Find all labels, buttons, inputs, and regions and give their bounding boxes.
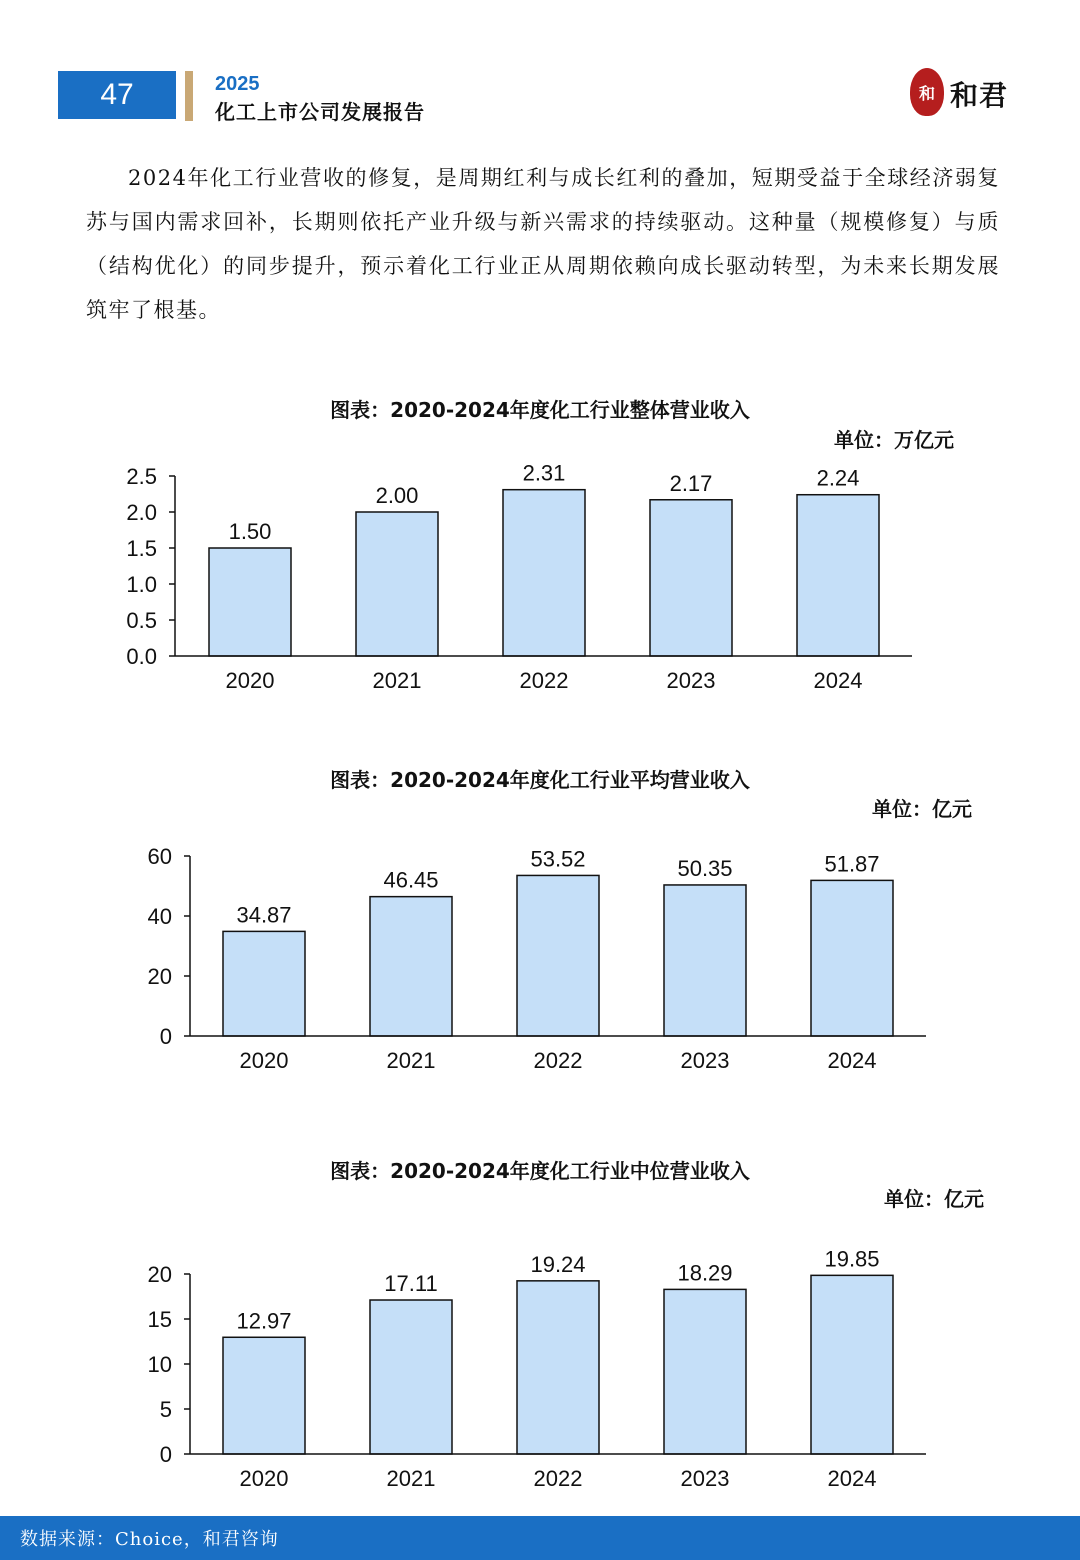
footer-bar (0, 1516, 1080, 1560)
data-label-2022: 2.31 (522, 460, 566, 486)
data-label-2020: 34.87 (236, 902, 292, 928)
x-tick-label-2023: 2023 (666, 668, 716, 693)
report-title: 化工上市公司发展报告 (215, 100, 425, 124)
y-tick-label: 10 (147, 1352, 172, 1377)
data-label-2020: 1.50 (228, 519, 272, 544)
bar-2021 (356, 512, 438, 656)
bar-2021 (370, 897, 452, 1036)
data-label-2021: 17.11 (384, 1271, 438, 1297)
bar-2020 (223, 931, 305, 1036)
bar-2024 (811, 880, 893, 1036)
bar-2024 (811, 1275, 893, 1454)
y-tick-label: 40 (147, 904, 172, 929)
x-tick-label-2024: 2024 (813, 668, 863, 693)
x-tick-label-2020: 2020 (239, 1048, 289, 1073)
page-number: 47 (100, 78, 134, 111)
bar-2021 (370, 1300, 452, 1454)
data-label-2024: 19.85 (824, 1246, 880, 1272)
header-divider (185, 71, 193, 121)
data-label-2021: 46.45 (383, 867, 439, 893)
chart-unit-average-revenue: 单位：亿元 (872, 797, 972, 821)
x-tick-label-2020: 2020 (225, 668, 275, 693)
data-label-2022: 19.24 (530, 1251, 586, 1277)
chart-unit-median-revenue: 单位：亿元 (884, 1187, 984, 1211)
y-tick-label: 0.5 (126, 608, 157, 633)
bar-2022 (517, 1281, 599, 1454)
y-tick-label: 0 (159, 1442, 172, 1467)
bar-2020 (223, 1337, 305, 1454)
chart-total-revenue (0, 450, 1080, 700)
chart-title-median-revenue: 图表：2020-2024年度化工行业中位营业收入 (330, 1159, 750, 1183)
y-tick-label: 2.0 (126, 500, 157, 525)
x-tick-label-2020: 2020 (239, 1466, 289, 1491)
x-tick-label-2021: 2021 (372, 668, 422, 693)
data-label-2024: 51.87 (824, 851, 880, 877)
y-tick-label: 20 (147, 964, 172, 989)
x-tick-label-2022: 2022 (533, 1048, 583, 1073)
data-label-2024: 2.24 (816, 465, 860, 491)
chart-average-revenue (0, 830, 1080, 1080)
x-tick-label-2021: 2021 (386, 1466, 436, 1491)
x-tick-label-2023: 2023 (680, 1466, 730, 1491)
y-tick-label: 60 (147, 844, 172, 869)
x-tick-label-2023: 2023 (680, 1048, 730, 1073)
bar-2023 (664, 1289, 746, 1454)
logo-seal-char: 和 (918, 83, 935, 103)
chart-title-total-revenue: 图表：2020-2024年度化工行业整体营业收入 (330, 398, 750, 422)
chart-title-average-revenue: 图表：2020-2024年度化工行业平均营业收入 (330, 768, 750, 792)
data-label-2023: 2.17 (669, 470, 713, 496)
y-tick-label: 20 (147, 1262, 172, 1287)
bar-2023 (664, 885, 746, 1036)
bar-2024 (797, 495, 879, 656)
y-tick-label: 15 (147, 1307, 172, 1332)
data-label-2021: 2.00 (375, 483, 419, 508)
report-year: 2025 (215, 73, 260, 95)
bar-2023 (650, 500, 732, 656)
data-label-2022: 53.52 (530, 846, 586, 872)
bar-2020 (209, 548, 291, 656)
x-tick-label-2022: 2022 (533, 1466, 583, 1491)
y-tick-label: 0 (159, 1024, 172, 1049)
bar-2022 (503, 490, 585, 656)
y-tick-label: 0.0 (126, 644, 157, 669)
x-tick-label-2022: 2022 (519, 668, 569, 693)
data-label-2020: 12.97 (236, 1308, 292, 1334)
hejun-logo (910, 66, 1040, 122)
chart-unit-total-revenue: 单位：万亿元 (834, 428, 954, 452)
logo-seal-icon (910, 68, 944, 116)
x-tick-label-2024: 2024 (827, 1048, 877, 1073)
y-tick-label: 1.0 (126, 572, 157, 597)
logo-text: 和君 (950, 79, 1009, 112)
data-label-2023: 50.35 (677, 855, 733, 881)
y-tick-label: 2.5 (126, 464, 157, 489)
chart-median-revenue (0, 1240, 1080, 1500)
x-tick-label-2021: 2021 (386, 1048, 436, 1073)
y-tick-label: 5 (159, 1397, 172, 1422)
data-source: 数据来源：Choice，和君咨询 (20, 1529, 279, 1550)
bar-2022 (517, 875, 599, 1036)
body-paragraph: 2024年化工行业营收的修复，是周期红利与成长红利的叠加，短期受益于全球经济弱复苏与国内需求回补，长期则依托产业升级与新兴需求的持续驱动。这种量（规模修复）与质（结构优化）的同步提升，预示着化工行业正从周期依赖向成长驱动转型，为未来长期发展筑牢了根基。 (86, 166, 1000, 322)
x-tick-label-2024: 2024 (827, 1466, 877, 1491)
page-number-badge (58, 71, 176, 119)
data-label-2023: 18.29 (677, 1260, 733, 1286)
y-tick-label: 1.5 (126, 536, 157, 561)
